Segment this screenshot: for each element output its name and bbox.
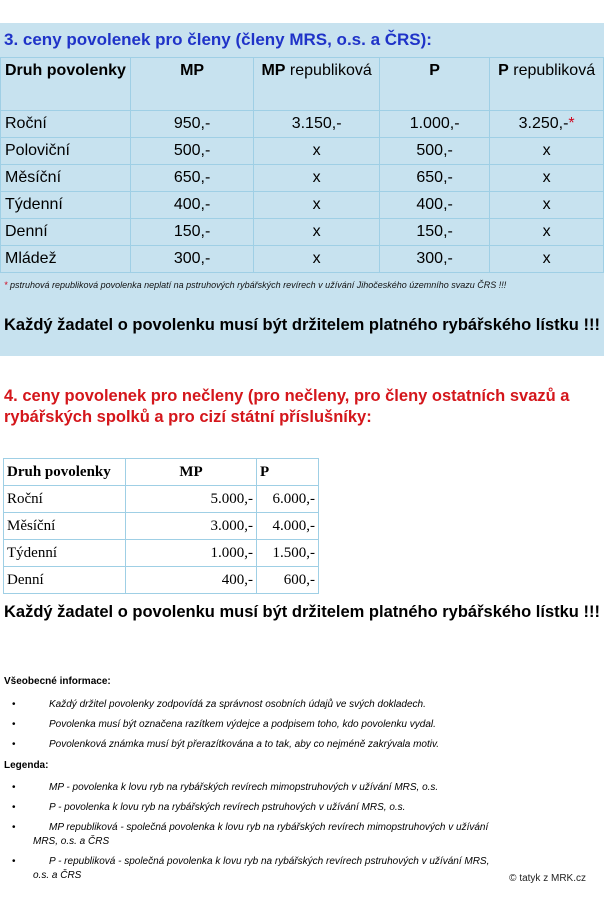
header-mp: MP (126, 459, 257, 486)
table-row (1, 192, 604, 219)
cell-type: Měsíční (1, 165, 131, 192)
table-row (4, 567, 319, 594)
table-row (4, 540, 319, 567)
cell-p-republic: x (490, 219, 604, 246)
cell-p: 1.500,- (257, 540, 319, 567)
members-price-title: 3. ceny povolenek pro členy (členy MRS, o.s. a ČRS): (4, 30, 432, 49)
header-type: Druh povolenky (1, 58, 131, 111)
cell-mp: 150,- (130, 219, 253, 246)
cell-type: Týdenní (1, 192, 131, 219)
cell-type: Poloviční (1, 138, 131, 165)
cell-p: 500,- (380, 138, 490, 165)
cell-p-republic: x (490, 138, 604, 165)
bullet-icon: • (12, 822, 16, 833)
cell-mp-republic: x (254, 138, 380, 165)
table-row (4, 486, 319, 513)
cell-mp-republic: x (254, 246, 380, 273)
bullet-icon: • (12, 739, 16, 750)
table-row (1, 165, 604, 192)
footnote-asterisk: * (568, 115, 575, 132)
cell-mp: 400,- (130, 192, 253, 219)
header-mp-republic: MP republiková (254, 58, 380, 111)
cell-p: 1.000,- (380, 111, 490, 138)
cell-type: Roční (4, 486, 126, 513)
table-row (1, 246, 604, 273)
cell-p: 6.000,- (257, 486, 319, 513)
cell-mp: 950,- (130, 111, 253, 138)
cell-mp: 500,- (130, 138, 253, 165)
table-row (1, 138, 604, 165)
cell-p-republic: x (490, 192, 604, 219)
cell-p: 300,- (380, 246, 490, 273)
cell-mp: 1.000,- (126, 540, 257, 567)
cell-p-republic: x (490, 165, 604, 192)
copyright-credit: © tatyk z MRK.cz (509, 873, 586, 884)
license-notice-nonmembers: Každý žadatel o povolenku musí být držitelem platného rybářského lístku !!! (4, 603, 600, 621)
general-info-heading: Všeobecné informace: (4, 676, 111, 687)
table-header-row (4, 459, 319, 486)
header-type: Druh povolenky (4, 459, 126, 486)
cell-type: Mládež (1, 246, 131, 273)
cell-mp: 300,- (130, 246, 253, 273)
bullet-icon: • (12, 802, 16, 813)
cell-type: Měsíční (4, 513, 126, 540)
republic-permit-footnote: * pstruhová republiková povolenka neplatí na pstruhových rybářských revírech v užívání Jihočeského územního svazu ČRS !!! (4, 280, 507, 290)
members-price-table (0, 57, 604, 273)
table-header-row (1, 58, 604, 111)
header-mp: MP (130, 58, 253, 111)
legend-heading: Legenda: (4, 760, 49, 771)
cell-type: Roční (1, 111, 131, 138)
cell-type: Denní (4, 567, 126, 594)
nonmembers-price-title: 4. ceny povolenek pro nečleny (pro nečleny, pro členy ostatních svazů a rybářských spolků a pro cizí státní příslušníky: (4, 387, 570, 426)
bullet-icon: • (12, 856, 16, 867)
table-row (1, 111, 604, 138)
cell-mp-republic: x (254, 219, 380, 246)
table-row (1, 219, 604, 246)
cell-mp: 400,- (126, 567, 257, 594)
bullet-icon: • (12, 782, 16, 793)
cell-mp: 3.000,- (126, 513, 257, 540)
cell-p: 400,- (380, 192, 490, 219)
bullet-icon: • (12, 719, 16, 730)
cell-type: Denní (1, 219, 131, 246)
cell-mp: 650,- (130, 165, 253, 192)
nonmembers-price-table (3, 458, 319, 594)
cell-mp: 5.000,- (126, 486, 257, 513)
cell-mp-republic: x (254, 192, 380, 219)
cell-p-republic: x (490, 246, 604, 273)
table-row (4, 513, 319, 540)
cell-mp-republic: 3.150,- (254, 111, 380, 138)
header-p: P (257, 459, 319, 486)
cell-p: 650,- (380, 165, 490, 192)
cell-type: Týdenní (4, 540, 126, 567)
bullet-icon: • (12, 699, 16, 710)
cell-mp-republic: x (254, 165, 380, 192)
header-p: P (380, 58, 490, 111)
cell-p: 150,- (380, 219, 490, 246)
cell-p: 4.000,- (257, 513, 319, 540)
license-notice-members: Každý žadatel o povolenku musí být držitelem platného rybářského lístku !!! (4, 316, 600, 334)
cell-p-republic: 3.250,-* (490, 111, 604, 138)
cell-p: 600,- (257, 567, 319, 594)
header-p-republic: P republiková (490, 58, 604, 111)
